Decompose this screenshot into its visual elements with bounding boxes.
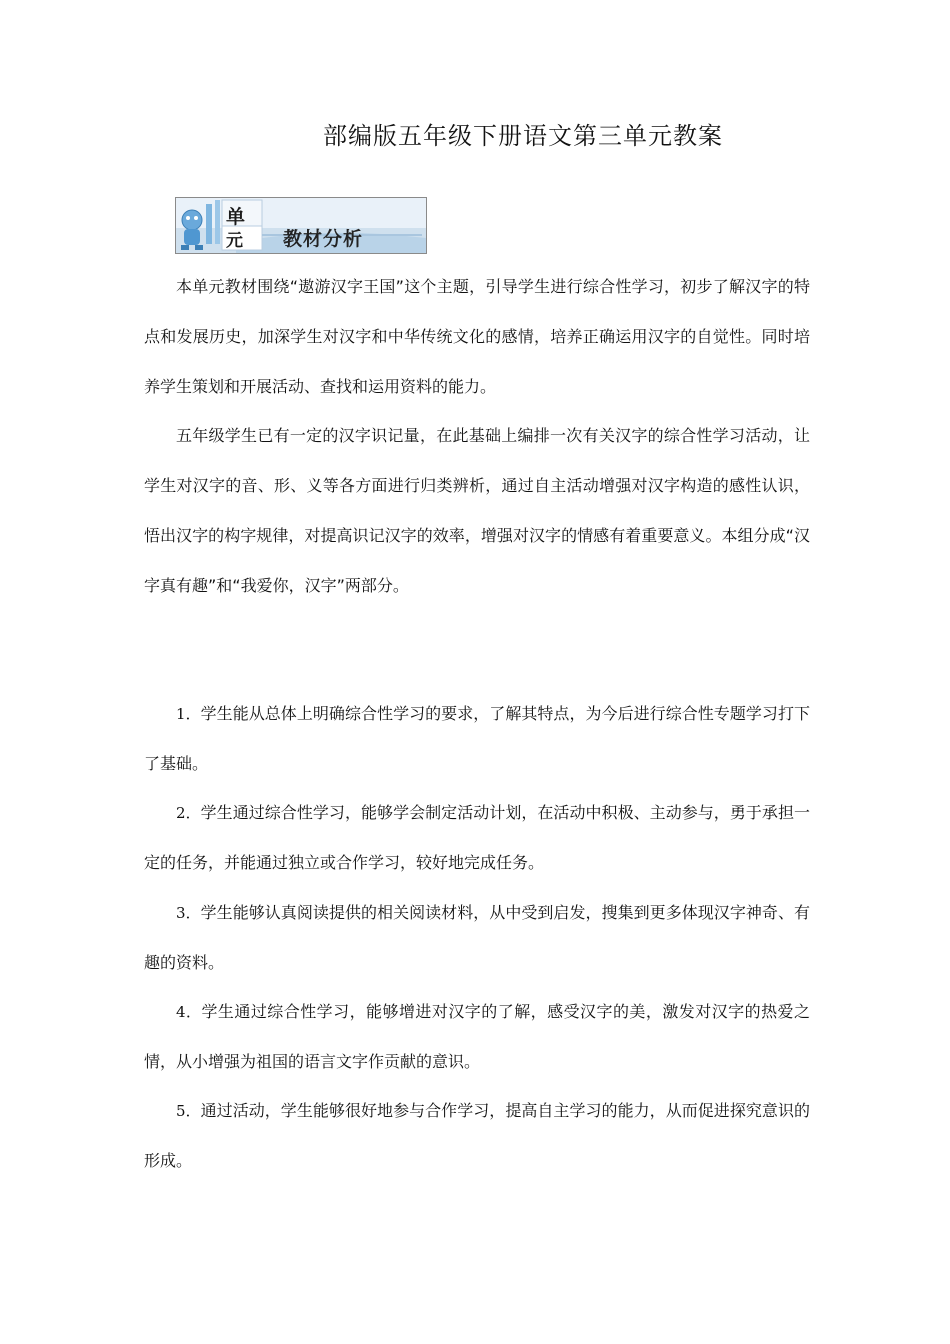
goal-number: 1． <box>176 705 201 723</box>
goal-item <box>144 788 810 887</box>
intro-paragraph-1: 本单元教材围绕“遨游汉字王国”这个主题，引导学生进行综合性学习，初步了解汉字的特点和发展历史，加深学生对汉字和中华传统文化的感情，培养正确运用汉字的自觉性。同时培养学生策划和开展活动、查找和运用资料的能力。 <box>144 277 810 396</box>
banner-label: 教材分析 <box>283 228 364 250</box>
goal-number: 2． <box>176 804 201 822</box>
goal-number: 3． <box>176 904 201 922</box>
goal-item <box>144 689 810 788</box>
page-title: 部编版五年级下册语文第三单元教案 <box>323 122 723 150</box>
goal-item <box>144 1086 810 1185</box>
goal-text: 学生通过综合性学习，能够学会制定活动计划，在活动中积极、主动参与，勇于承担一定的任务，并能通过独立或合作学习，较好地完成任务。 <box>144 803 810 872</box>
goal-number: 5． <box>176 1102 201 1120</box>
goal-item <box>144 987 810 1086</box>
goal-text: 学生通过综合性学习，能够增进对汉字的了解，感受汉字的美，激发对汉字的热爱之情，从小增强为祖国的语言文字作贡献的意识。 <box>144 1002 810 1071</box>
intro-paragraph-2: 五年级学生已有一定的汉字识记量，在此基础上编排一次有关汉字的综合性学习活动，让学生对汉字的音、形、义等各方面进行归类辨析，通过自主活动增强对汉字构造的感性认识，悟出汉字的构字规律，对提高识记汉字的效率，增强对汉字的情感有着重要意义。本组分成“汉字真有趣”和“我爱你，汉字”两部分。 <box>144 426 810 595</box>
section-banner <box>175 197 427 254</box>
goal-item <box>144 888 810 987</box>
goal-text: 学生能够认真阅读提供的相关阅读材料，从中受到启发，搜集到更多体现汉字神奇、有趣的资料。 <box>144 903 810 972</box>
goal-text: 学生能从总体上明确综合性学习的要求，了解其特点，为今后进行综合性专题学习打下了基础。 <box>144 704 810 773</box>
goal-text: 通过活动，学生能够很好地参与合作学习，提高自主学习的能力，从而促进探究意识的形成。 <box>144 1101 810 1170</box>
banner-unit-bottom: 元 <box>226 231 243 251</box>
goal-number: 4． <box>176 1003 202 1021</box>
banner-unit-top: 单 <box>226 206 246 228</box>
